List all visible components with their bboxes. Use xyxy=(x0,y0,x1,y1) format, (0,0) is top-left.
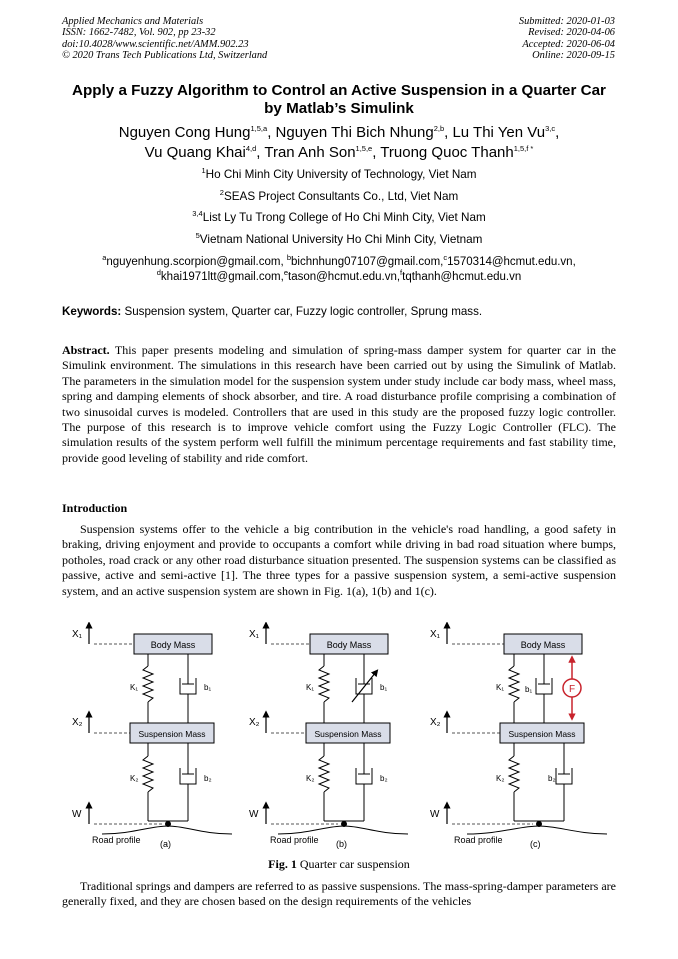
label-b1: b₁ xyxy=(380,683,388,692)
label-w: W xyxy=(72,809,82,820)
keywords xyxy=(62,305,616,319)
intro-paragraph: Suspension systems offer to the vehicle a big contribution in the vehicle's road handling, a good safety in braking, driving enjoyment and provide to occupants a comfort while driving in bad road situation where bumps, potholes, road crack or any other road disturbance situation presented. The suspension systems can be classified as passive, active and semi-active [1]. The three types for a passive suspension system, a semi-active suspension system, and an active suspension system are shown in Fig. 1(a), 1(b) and 1(c). xyxy=(62,522,616,598)
label-x2: X₂ xyxy=(430,717,441,728)
label-b2: b₂ xyxy=(380,774,388,783)
author-list xyxy=(62,123,616,163)
submitted-date: Submitted: 2020-01-03 xyxy=(518,16,615,27)
email[interactable]: $^b$bichnhung07107@gmail.com, xyxy=(286,253,444,268)
accepted-date: Accepted: 2020-06-04 xyxy=(522,38,615,50)
label-k1: K₁ xyxy=(496,683,505,692)
author: Lu Thi Yen Vu$^{3,c}$, xyxy=(452,124,560,141)
author: Nguyen Cong Hung$^{1,5,a}$, xyxy=(118,124,276,141)
panel-a xyxy=(72,625,232,849)
panel-label-c: (c) xyxy=(530,839,541,849)
suspension-mass-label: Suspension Mass xyxy=(138,729,206,739)
copyright: © 2020 Trans Tech Publications Ltd, Switzerland xyxy=(62,50,268,62)
spring-k2 xyxy=(509,756,519,792)
panel-label-b: (b) xyxy=(336,839,347,849)
affiliation: $^5$Vietnam National University Ho Chi Minh City, Vietnam xyxy=(195,231,483,246)
affiliation: $^{3,4}$List Ly Tu Trong College of Ho Chi Minh City, Viet Nam xyxy=(192,209,486,224)
label-b2: b₂ xyxy=(204,774,212,783)
figure-caption xyxy=(62,857,616,872)
label-b1: b₁ xyxy=(525,685,533,694)
body-mass-label: Body Mass xyxy=(326,640,372,650)
label-x2: X₂ xyxy=(72,717,83,728)
affiliation: $^1$Ho Chi Minh City University of Technology, Viet Nam xyxy=(201,166,477,181)
body-mass-label: Body Mass xyxy=(150,640,196,650)
panel-b xyxy=(249,625,408,849)
label-b2: b₂ xyxy=(548,774,556,783)
label-x1: X₁ xyxy=(249,629,260,640)
figure-label: Fig. 1 xyxy=(268,857,297,871)
abstract xyxy=(62,343,616,466)
label-w: W xyxy=(249,809,259,820)
email[interactable]: $^e$tason@hcmut.edu.vn, xyxy=(283,267,401,283)
issn: ISSN: 1662-7482, Vol. 902, pp 23-32 xyxy=(62,27,216,39)
section-heading-introduction: Introduction xyxy=(62,501,128,515)
intro-paragraph-2: Traditional springs and dampers are referred to as passive suspensions. The mass-spring-damper parameters are generally fixed, and they are chosen based on the design requirements of the vehicles xyxy=(62,879,616,909)
label-x2: X₂ xyxy=(249,717,260,728)
email[interactable]: $^d$khai1971ltt@gmail.com, xyxy=(156,267,284,283)
label-x1: X₁ xyxy=(72,629,83,640)
author: Nguyen Thi Bich Nhung$^{2,b}$, xyxy=(275,124,453,141)
spring-k2 xyxy=(319,756,329,792)
keywords-text: Suspension system, Quarter car, Fuzzy logic controller, Sprung mass. xyxy=(121,305,483,318)
label-k2: K₂ xyxy=(130,774,139,783)
abstract-label: Abstract. xyxy=(62,343,110,357)
email-list xyxy=(62,255,616,284)
label-k1: K₁ xyxy=(130,683,139,692)
affiliation: $^2$SEAS Project Consultants Co., Ltd, Viet Nam xyxy=(219,188,459,203)
revised-date: Revised: 2020-04-06 xyxy=(528,27,615,39)
keywords-label: Keywords: xyxy=(62,305,122,318)
online-date: Online: 2020-09-15 xyxy=(532,50,615,62)
suspension-mass-label: Suspension Mass xyxy=(508,729,576,739)
suspension-mass-label: Suspension Mass xyxy=(314,729,382,739)
author: Truong Quoc Thanh$^{1,5,f *}$ xyxy=(380,144,534,161)
email[interactable]: $^a$nguyenhung.scorpion@gmail.com, xyxy=(102,253,287,268)
paper-title: Apply a Fuzzy Algorithm to Control an Active Suspension in a Quarter Car by Matlab’s Simulink xyxy=(72,82,606,117)
road-profile-label: Road profile xyxy=(454,835,503,845)
figure-quarter-car xyxy=(62,622,616,857)
doi: doi:10.4028/www.scientific.net/AMM.902.23 xyxy=(62,38,249,50)
figure-caption-text: Quarter car suspension xyxy=(296,857,410,871)
journal-name: Applied Mechanics and Materials xyxy=(62,16,204,27)
label-k1: K₁ xyxy=(306,683,315,692)
road-curve xyxy=(467,826,607,834)
spring-k1 xyxy=(319,666,329,702)
spring-k1 xyxy=(143,666,153,702)
abstract-text: This paper presents modeling and simulation of spring-mass damper system for quarter car in the Simulink environment. The simulations in this research have been carried out by using the Simulink of Matlab. The parameters in the simulation model for the suspension system under study include car body mass, wheel mass, spring and damping elements of shock absorber, and tire. A road disturbance profile comprising a combination of two sinusoidal curves is modeled. Controllers that are used in this study are the proposed fuzzy logic controller. The purpose of this research is to improve vehicle comfort using the Fuzzy Logic Controller (FLC). The simulation results of the system perform well fulfill the minimum percentage requirements and fast stability time, provide good leveling of stability and ride comfort. xyxy=(62,343,616,465)
label-x1: X₁ xyxy=(430,629,441,640)
email[interactable]: $^f$tqthanh@hcmut.edu.vn xyxy=(400,267,522,283)
author: Vu Quang Khai$^{4,d}$, xyxy=(144,144,265,161)
dates-header xyxy=(519,16,615,62)
label-k2: K₂ xyxy=(496,774,505,783)
journal-header xyxy=(62,16,267,62)
spring-k2 xyxy=(143,756,153,792)
email[interactable]: $^c$1570314@hcmut.edu.vn, xyxy=(443,253,576,268)
author: Tran Anh Son$^{1,5,e}$, xyxy=(264,144,381,161)
road-profile-label: Road profile xyxy=(270,835,319,845)
label-force: F xyxy=(568,684,576,695)
panel-c xyxy=(430,625,607,849)
panel-label-a: (a) xyxy=(160,839,171,849)
spring-k1 xyxy=(509,666,519,702)
body-mass-label: Body Mass xyxy=(520,640,566,650)
label-w: W xyxy=(430,809,440,820)
road-profile-label: Road profile xyxy=(92,835,141,845)
label-k2: K₂ xyxy=(306,774,315,783)
road-curve xyxy=(278,826,408,834)
road-curve xyxy=(102,826,232,834)
label-b1: b₁ xyxy=(204,683,212,692)
